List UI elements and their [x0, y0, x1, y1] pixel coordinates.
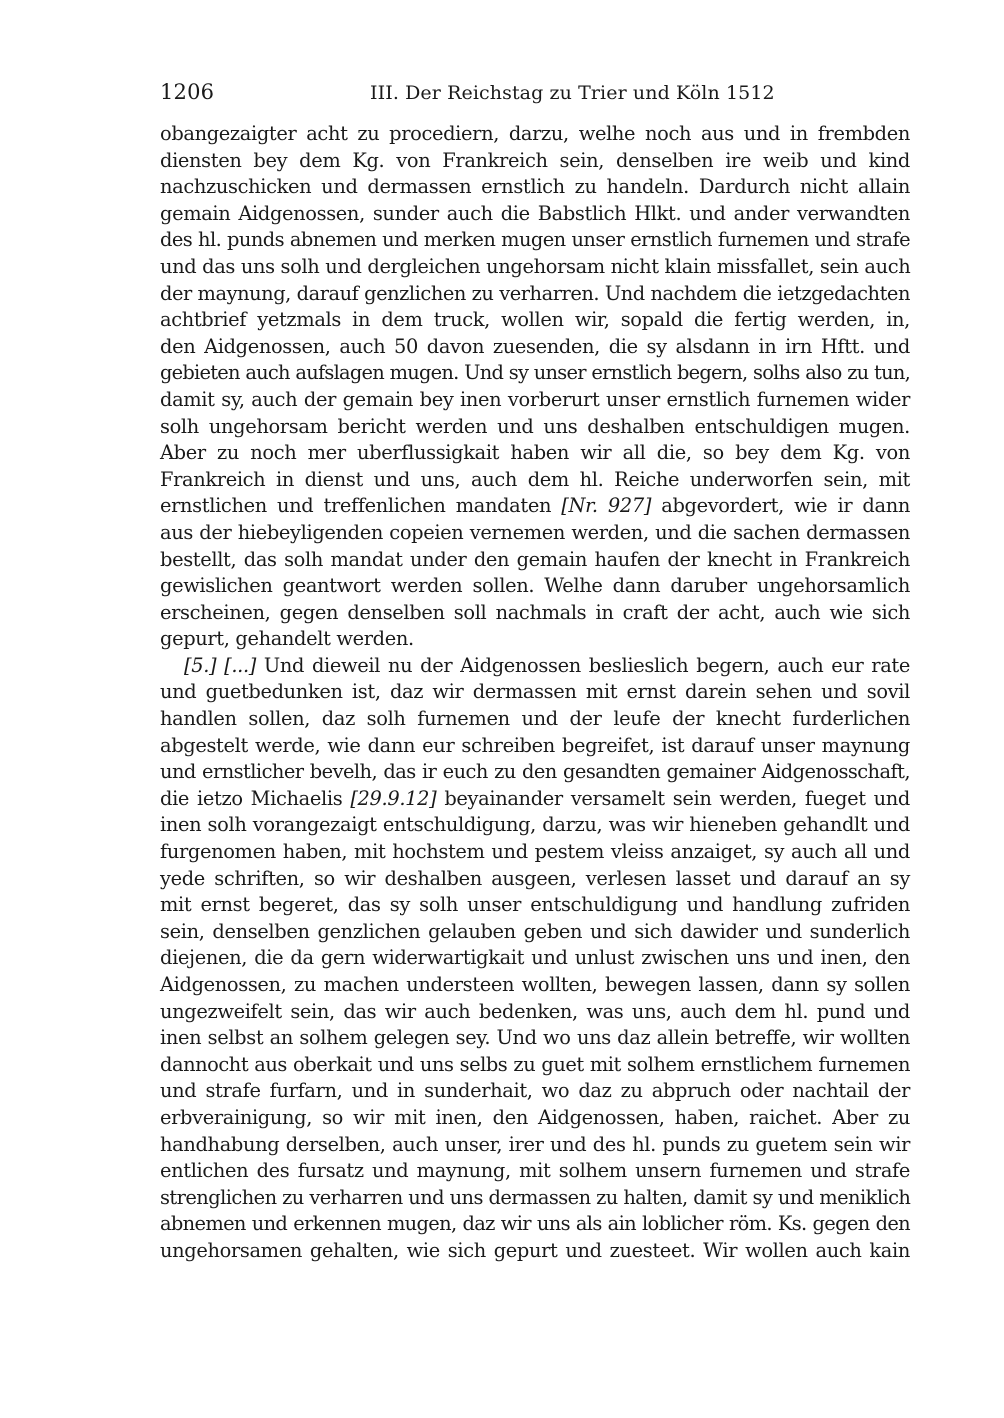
text-line: yede schriften, so wir deshalben ausgeen, verlesen lasset und darauf an sy — [160, 866, 910, 890]
text-line: solh ungehorsam bericht werden und uns deshalben entschuldigen mugen. — [160, 414, 910, 438]
paragraph-end-line: gepurt, gehandelt werden. — [160, 627, 414, 651]
text-line: Aidgenossen, zu machen understeen wollten, bewegen lassen, dann sy sollen — [160, 973, 910, 996]
text-line: der maynung, darauf genzlichen zu verharren. Und nachdem die ietzgedachten — [160, 281, 910, 305]
text-line: Frankreich in dienst und uns, auch dem hl. Reiche underworfen sein, mit — [160, 467, 910, 491]
text-line: den Aidgenossen, auch 50 davon zuesenden, die sy alsdann in irn Hftt. und — [160, 334, 910, 358]
text-line: nachzuschicken und dermassen ernstlich zu handeln. Dardurch nicht allain — [160, 175, 910, 199]
text-line: bestellt, das solh mandat under den gemain haufen der knecht in Frankreich — [160, 547, 910, 571]
text-line: und das uns solh und dergleichen ungehorsam nicht klain missfallet, sein auch — [160, 254, 911, 278]
text-line-with-reference — [160, 493, 910, 520]
text-line: des hl. punds abnemen und merken mugen unser ernstlich furnemen und strafe — [160, 228, 910, 252]
text-line: diensten bey dem Kg. von Frankreich sein, denselben ire weib und kind — [160, 148, 910, 172]
text-line: mit ernst begeret, das sy solh unser entschuldigung und handlung zufriden — [160, 893, 910, 917]
text-segment: abgevordert, wie ir dann — [651, 494, 910, 518]
cross-reference: [Nr. 927] — [561, 494, 652, 518]
text-line: handhabung derselben, auch unser, irer und des hl. punds zu guetem sein wir — [160, 1132, 910, 1156]
text-line: gebieten auch aufslagen mugen. Und sy unser ernstlich begern, solhs also zu tun, — [160, 361, 910, 385]
paragraph-start-line — [160, 653, 910, 680]
text-line: strenglichen zu verharren und uns dermassen zu halten, damit sy und meniklich — [160, 1185, 911, 1209]
text-line: und strafe furfarn, und in sunderhait, wo daz zu abpruch oder nachtail der — [160, 1079, 910, 1103]
text-line: diejenen, die da gern widerwartigkait und unlust zwischen uns und inen, den — [160, 946, 910, 970]
text-line: inen selbst an solhem gelegen sey. Und wo uns daz allein betreffe, wir wollten — [160, 1026, 910, 1050]
text-line: gemain Aidgenossen, sunder auch die Babstlich Hlkt. und ander verwandten — [160, 201, 910, 225]
text-line: abnemen und erkennen mugen, daz wir uns als ain loblicher röm. Ks. gegen den — [160, 1212, 910, 1236]
text-line: ungehorsamen gehalten, wie sich gepurt und zuesteet. Wir wollen auch kain — [160, 1238, 910, 1262]
body-text — [160, 121, 910, 1265]
text-line-with-date — [160, 786, 910, 813]
text-line: sein, denselben genzlichen gelauben geben und sich dawider und sunderlich — [160, 919, 910, 943]
text-line: entlichen des fursatz und maynung, mit solhem unsern furnemen und strafe — [160, 1159, 910, 1183]
text-line: dannocht aus oberkait und uns selbs zu guet mit solhem ernstlichem furnemen — [160, 1052, 910, 1076]
text-line: handlen sollen, daz solh furnemen und der leufe der knecht furderlichen — [160, 707, 910, 731]
text-line: furgenomen haben, mit hochstem und pestem vleiss anzaiget, sy auch all und — [160, 840, 910, 864]
text-line: abgestelt werde, wie dann eur schreiben begreifet, ist darauf unser maynung — [160, 733, 910, 757]
text-segment: Und dieweil nu der Aidgenossen beslieslich begern, auch eur rate — [256, 653, 910, 677]
text-segment: die ietzo Michaelis — [160, 786, 351, 810]
text-line: und ernstlicher bevelh, das ir euch zu den gesandten gemainer Aidgenosschaft, — [160, 760, 910, 784]
date-reference: [29.9.12] — [350, 786, 437, 810]
text-line: damit sy, auch der gemain bey inen vorberurt unser ernstlich furnemen wider — [160, 387, 910, 411]
text-line: gewislichen geantwort werden sollen. Welhe dann daruber ungehorsamlich — [160, 574, 910, 598]
section-marker: [5.] [...] — [184, 653, 256, 677]
text-line: Aber zu noch mer uberflussigkait haben wir all die, so bey dem Kg. von — [160, 441, 910, 465]
text-line: ungezweifelt sein, das wir auch bedenken, was uns, auch dem hl. pund und — [160, 999, 910, 1023]
text-line: inen solh vorangezaigt entschuldigung, darzu, was wir hieneben gehandlt und — [160, 813, 910, 837]
running-title: III. Der Reichstag zu Trier und Köln 1512 — [370, 82, 775, 104]
text-line: obangezaigter acht zu procediern, darzu, welhe noch aus und in frembden — [160, 122, 910, 145]
text-line: erbverainigung, so wir mit inen, den Aidgenossen, haben, raichet. Aber zu — [160, 1105, 910, 1129]
text-segment: ernstlichen und treffenlichen mandaten — [160, 494, 562, 518]
text-line: aus der hiebeyligenden copeien vernemen werden, und die sachen dermassen — [160, 520, 910, 544]
page-number: 1206 — [160, 80, 215, 104]
text-line: achtbrief yetzmals in dem truck, wollen wir, sopald die fertig werden, in, — [160, 308, 910, 332]
text-segment: beyainander versamelt sein werden, fueget und — [436, 786, 910, 810]
text-line: und guetbedunken ist, daz wir dermassen mit ernst darein sehen und sovil — [160, 680, 910, 704]
running-head — [160, 80, 910, 110]
text-line: erscheinen, gegen denselben soll nachmals in craft der acht, auch wie sich — [160, 600, 910, 624]
